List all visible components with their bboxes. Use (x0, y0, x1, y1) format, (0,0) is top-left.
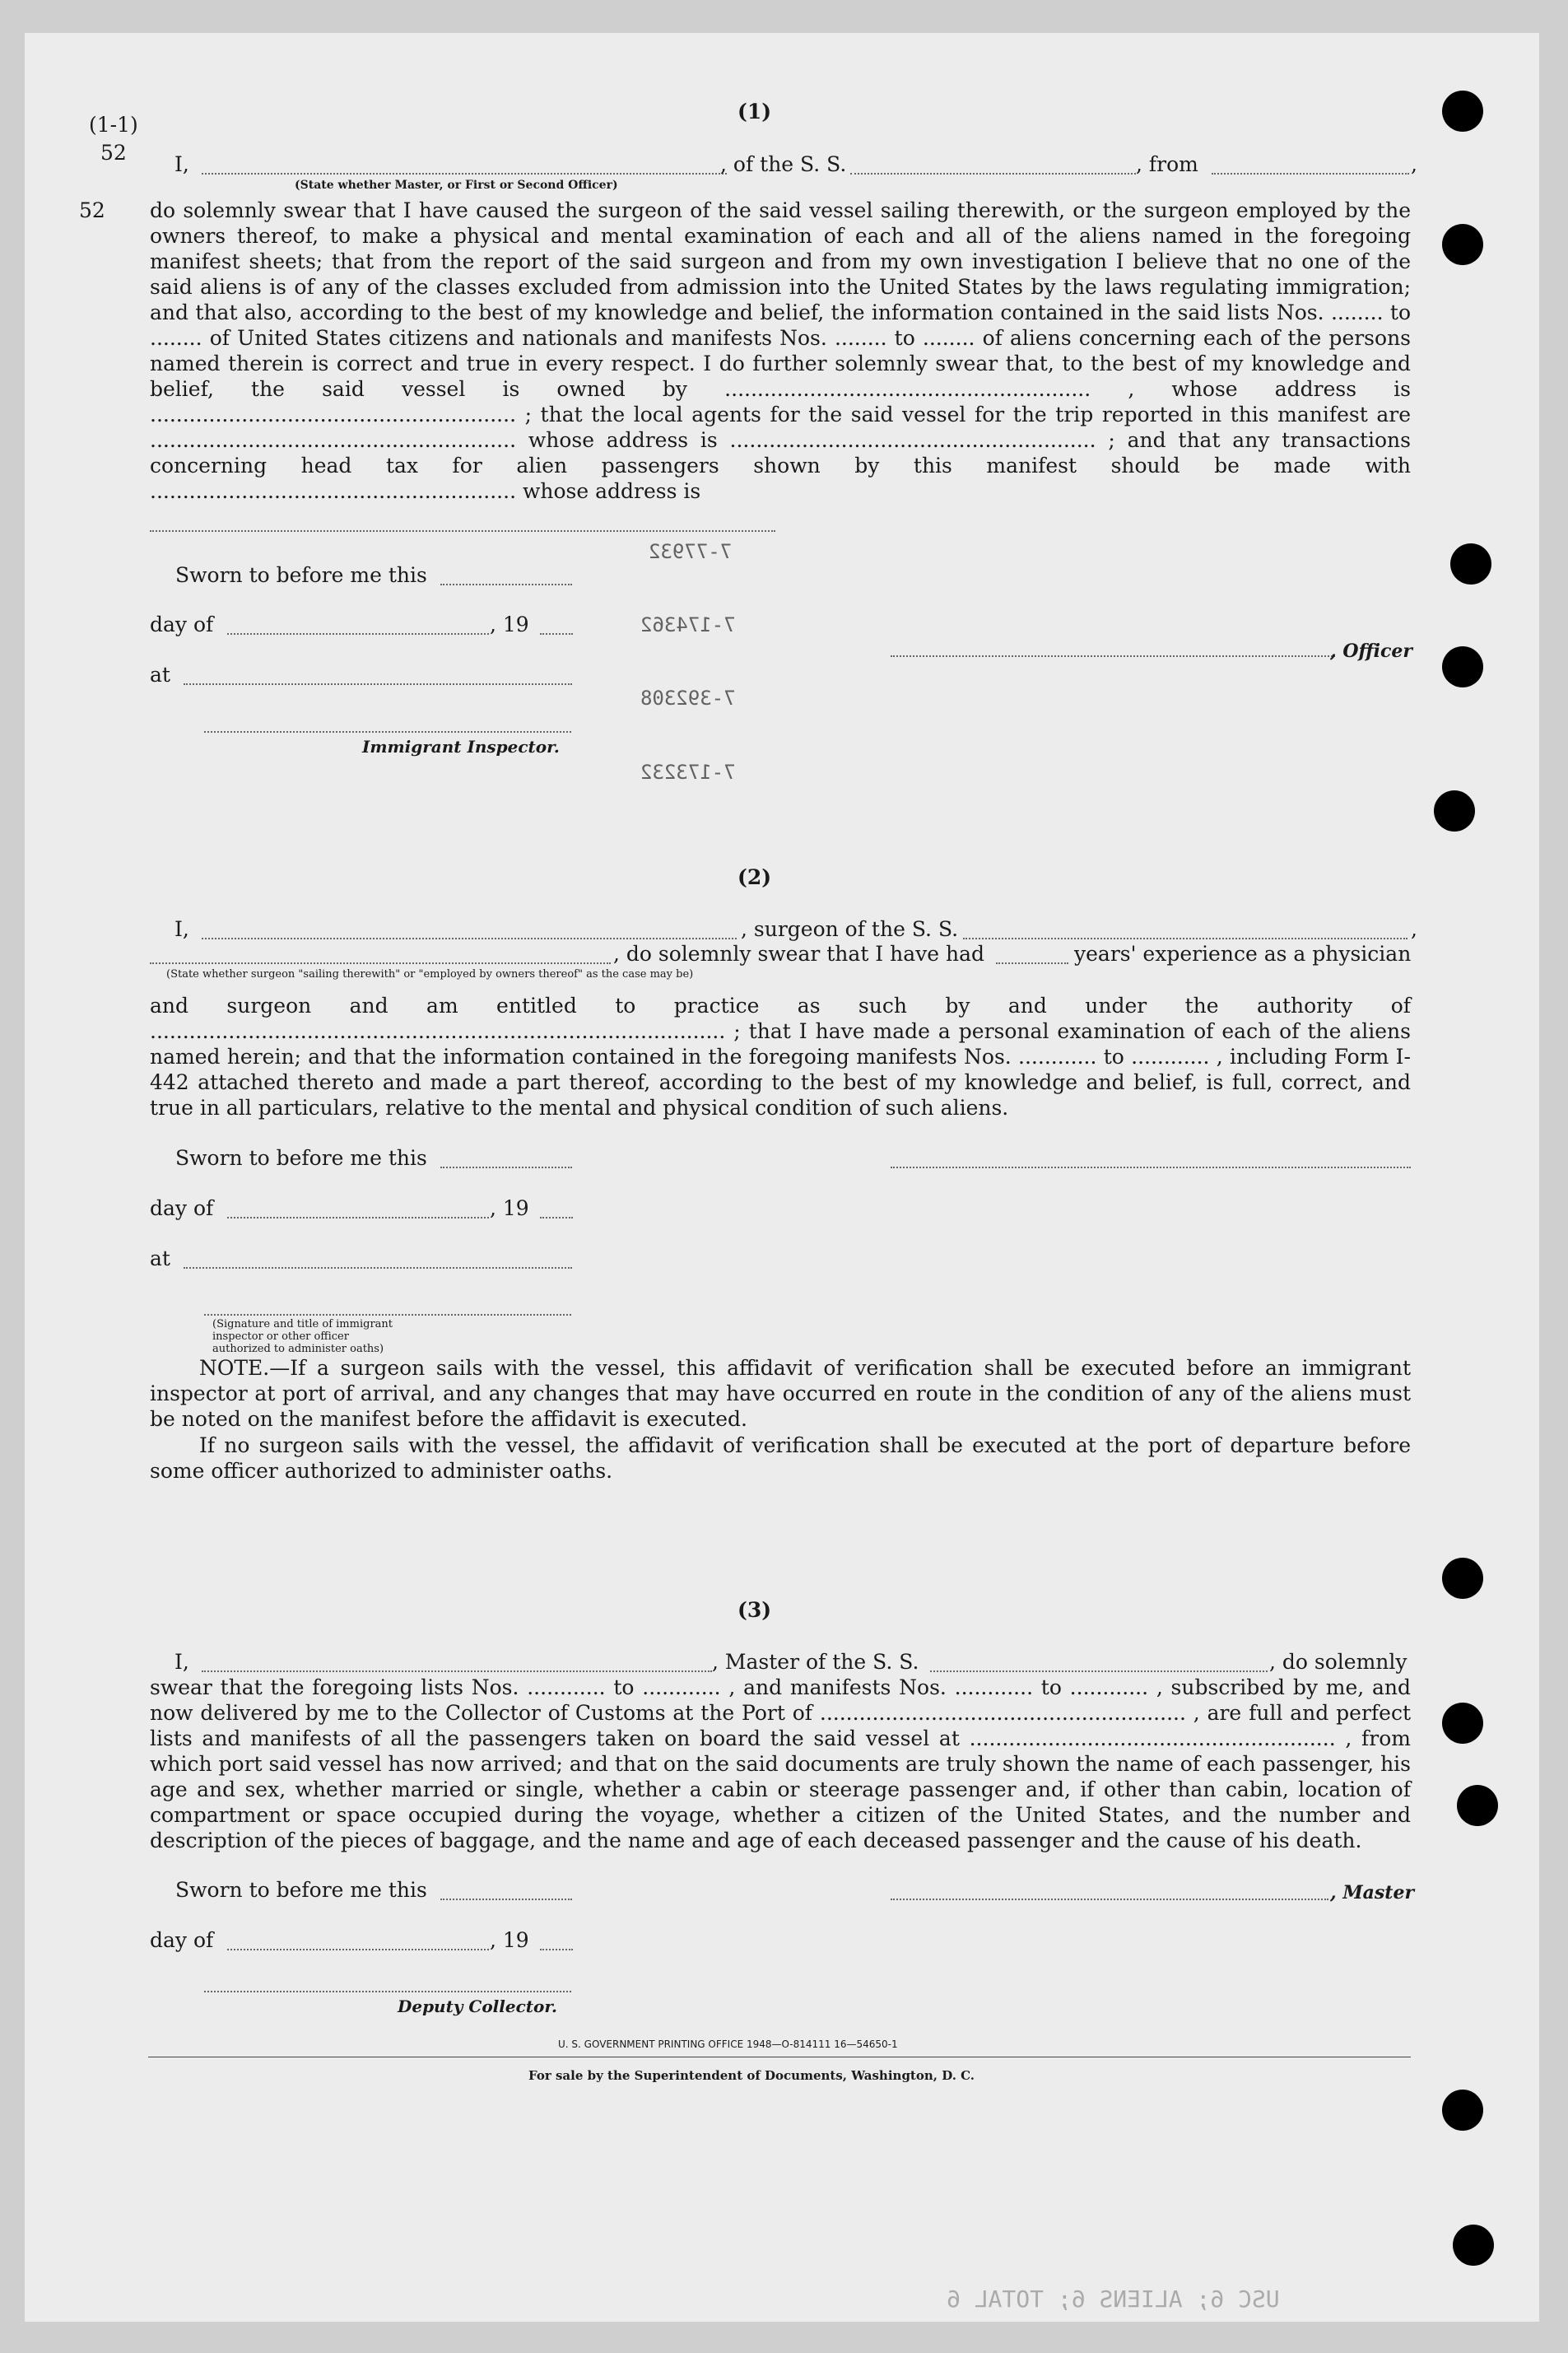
day-month-field[interactable] (227, 615, 489, 635)
margin-mark: 52 (79, 198, 105, 222)
punch-hole (1457, 1785, 1498, 1826)
sig-caption: (Signature and title of immigrant inspector or other officer authorized to administer oaths) (212, 1318, 393, 1355)
section2-body: and surgeon and am entitled to practice as such by and under the authority of ........................................................................................ ; that I have made a personal examination of each of the aliens named herein; and that the information contained in the foregoing manifests Nos. ............ to ............ , including Form I-442 attached thereto and made a part thereof, according to the best of my knowledge and belief, is full, correct, and true in all particulars, relative to the mental and physical condition of such aliens. (150, 994, 1411, 1120)
punch-hole (1442, 1703, 1483, 1744)
year-field[interactable] (540, 1199, 573, 1218)
section2-caption: (State whether surgeon "sailing therewith" or "employed by owners thereof" as the case may be) (166, 968, 694, 981)
surgeon-name-field[interactable] (202, 920, 737, 939)
section1-heading: (1) (737, 100, 772, 123)
section1-caption: (State whether Master, or First or Second Officer) (295, 179, 618, 192)
year-field[interactable] (540, 615, 573, 635)
section2-comma: , (1411, 917, 1417, 941)
inspector-label: Immigrant Inspector. (362, 737, 560, 757)
section3-vessel-field[interactable] (930, 1652, 1268, 1672)
oath-officer-signature-line[interactable] (204, 1314, 571, 1316)
year-label: , 19 (490, 1928, 529, 1952)
note-paragraph: NOTE.—If a surgeon sails with the vessel, this affidavit of verification shall be executed before an immigrant inspector at port of arrival, and any changes that may have occurred en route in the condition of any of the aliens must be noted on the manifest before the affidavit is executed. (150, 1356, 1411, 1431)
at-label: at (150, 1246, 170, 1270)
sale-notice: For sale by the Superintendent of Documents, Washington, D. C. (528, 2068, 975, 2083)
section3-body: swear that the foregoing lists Nos. ............ to ............ , and manifests Nos. ............ to ............ , subscribed by me, and now delivered by me to the Collector of Customs at the Port of ........................................................ , are full and perfect lists and manifests of all the passengers taken on board the said vessel at ........................................................ , from which port said vessel has now arrived; and that on the said documents are truly shown the name of each passenger, his age and sex, whether married or single, whether a cabin or steerage passenger and, if other than cabin, location of compartment or space occupied during the voyage, whether a citizen of the United States, and the number and description of the pieces of baggage, and the name and age of each deceased passenger and the cause of his death. (150, 1675, 1411, 1852)
officer-signature-line[interactable] (891, 655, 1335, 657)
at-place-field[interactable] (184, 665, 572, 685)
punch-hole (1442, 2090, 1483, 2131)
gpo-imprint: U. S. GOVERNMENT PRINTING OFFICE 1948—O-814111 16—54650-1 (558, 2038, 898, 2050)
surgeon-type-field[interactable] (150, 944, 611, 964)
from-port-field[interactable] (1212, 155, 1409, 175)
section2-vessel-field[interactable] (963, 920, 1407, 939)
punch-hole (1442, 646, 1483, 687)
master-signature-line[interactable] (891, 1899, 1328, 1900)
years-experience-field[interactable] (996, 944, 1068, 964)
officer-name-field[interactable] (202, 155, 727, 175)
surgeon-signature-line[interactable] (891, 1167, 1411, 1168)
section1-body: do solemnly swear that I have caused the surgeon of the said vessel sailing therewith, or the surgeon employed by the owners thereof, to make a physical and mental examination of each and all of the aliens named in the foregoing manifest sheets; that from the report of the said surgeon and from my own investigation I believe that no one of the said aliens is of any of the classes excluded from admission into the United States by the laws regulating immigration; and that also, according to the best of my knowledge and belief, the information contained in the said lists Nos. ........ to ........ of United States citizens and nationals and manifests Nos. ........ to ........ of aliens concerning each of the persons named therein is correct and true in every respect. I do further solemnly swear that, to the best of my knowledge and belief, the said vessel is owned by ........................................................ , whose address is ........................................................ ; that the local agents for the said vessel for the trip reported in this manifest are ........................................................ whose address is ........................................................ ; and that any transactions concerning head tax for alien passengers shown by this manifest should be made with ........................................................ whose address is (150, 198, 1411, 503)
sworn-date-field[interactable] (440, 1149, 572, 1168)
section3-i: I, (174, 1650, 189, 1674)
at-label: at (150, 663, 170, 687)
section2-years: years' experience as a physician (1074, 942, 1412, 966)
master-label: , Master (1330, 1882, 1415, 1903)
punch-hole (1453, 2225, 1494, 2266)
deputy-label: Deputy Collector. (398, 1997, 558, 2016)
section2-i: I, (174, 917, 189, 941)
punch-hole (1442, 91, 1483, 132)
master-name-field[interactable] (202, 1652, 712, 1672)
day-of-label: day of (150, 613, 214, 636)
deputy-signature-line[interactable] (204, 1991, 571, 1992)
section1-comma: , (1411, 152, 1417, 176)
day-month-field[interactable] (227, 1199, 489, 1218)
sworn-label: Sworn to before me this (175, 1146, 427, 1170)
bleed-through-text: 7-173232 (640, 761, 736, 784)
section2-heading: (2) (737, 865, 772, 889)
officer-label: , Officer (1330, 641, 1413, 662)
bleed-through-text: 7-77932 (649, 540, 733, 563)
bleed-through-text: 7-174362 (640, 613, 736, 636)
sworn-label: Sworn to before me this (175, 563, 427, 587)
year-label: , 19 (490, 613, 529, 636)
section3-heading: (3) (737, 1598, 772, 1622)
section3-do-solemnly: , do solemnly (1269, 1650, 1407, 1674)
margin-mark: (1-1) (89, 113, 138, 137)
section1-from: , from (1136, 152, 1198, 176)
section2-surgeon-of: , surgeon of the S. S. (741, 917, 959, 941)
punch-hole (1442, 1558, 1483, 1599)
address-field[interactable] (150, 512, 775, 532)
day-month-field[interactable] (227, 1931, 489, 1950)
sworn-date-field[interactable] (440, 566, 572, 585)
section2-swear: , do solemnly swear that I have had (613, 942, 985, 966)
punch-hole (1442, 224, 1483, 265)
bleed-through-text: USC 6; ALIENS 6; TOTAL 6 (947, 2285, 1280, 2313)
day-of-label: day of (150, 1196, 214, 1220)
inspector-signature-line[interactable] (204, 731, 571, 733)
margin-mark: 52 (100, 141, 127, 165)
note-paragraph: If no surgeon sails with the vessel, the affidavit of verification shall be executed at the port of departure before some officer authorized to administer oaths. (150, 1433, 1411, 1483)
sworn-date-field[interactable] (440, 1880, 572, 1900)
section1-i: I, (174, 152, 189, 176)
punch-hole (1434, 790, 1475, 832)
form-sheet (25, 33, 1539, 2322)
bleed-through-text: 7-392308 (640, 687, 736, 710)
at-place-field[interactable] (184, 1249, 572, 1269)
vessel-name-field[interactable] (850, 155, 1136, 175)
section1-of-ss: , of the S. S. (720, 152, 847, 176)
year-field[interactable] (540, 1931, 573, 1950)
punch-hole (1450, 543, 1491, 585)
year-label: , 19 (490, 1196, 529, 1220)
sworn-label: Sworn to before me this (175, 1878, 427, 1902)
day-of-label: day of (150, 1928, 214, 1952)
section3-master-of: , Master of the S. S. (712, 1650, 919, 1674)
